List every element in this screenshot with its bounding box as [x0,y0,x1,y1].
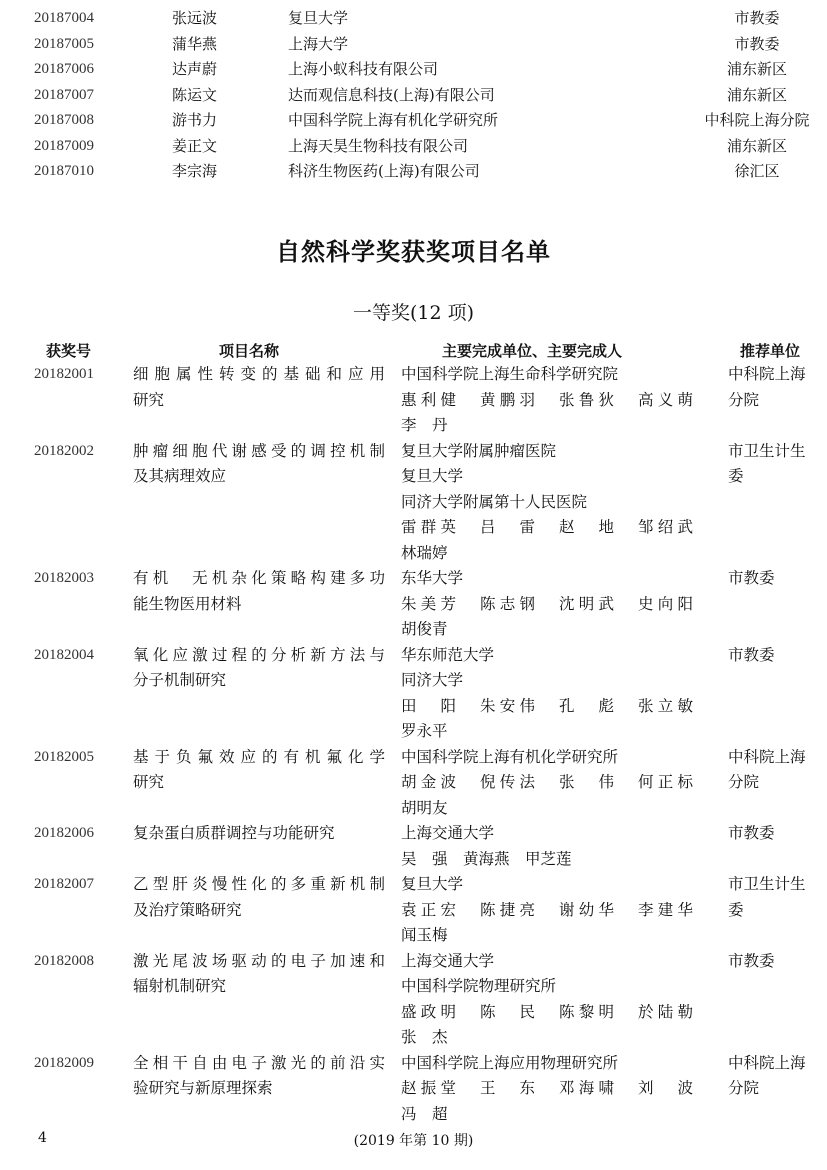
completing-unit [401,643,693,694]
completing-people-line: 田 阳 朱安伟 孔 彪 张立敏 [401,696,693,715]
award-id: 20187010 [34,163,94,179]
completing-people-line: 胡明友 [401,798,448,817]
recommender-line: 市教委 [728,645,775,664]
recommender [728,439,827,490]
award-id: 20182005 [34,748,94,765]
completing-people-line: 盛政明 陈 民 陈黎明 於陆勒 [401,1002,693,1021]
project-title [133,745,385,796]
completing-unit-line: 东华大学 [401,569,464,587]
completing-people-line: 李 丹 [401,416,448,434]
units-and-people [401,949,693,1051]
recommender: 浦东新区 [726,85,787,104]
completing-people-line: 袁正宏 陈捷亮 谢幼华 李建华 [401,900,693,919]
award-id: 20187004 [34,10,94,26]
completing-unit-line: 复旦大学附属肿瘤医院 [401,441,557,460]
previous-table-row [0,159,827,184]
recommender [728,872,827,923]
project-title-line: 复杂蛋白质群调控与功能研究 [133,824,335,842]
completing-unit [401,439,693,516]
recommender-line: 中科院上海 [728,747,806,766]
completing-unit-line: 复旦大学 [401,875,464,893]
completing-people-line: 雷群英 吕 雷 赵 地 邹绍武 [401,518,693,536]
completing-unit [401,872,693,898]
award-id: 20182002 [34,442,94,459]
project-title [133,821,385,847]
recommender: 浦东新区 [726,60,787,78]
completing-people [401,388,693,439]
recommender: 中科院上海分院 [704,111,810,129]
completing-people-line: 罗永平 [401,722,448,740]
completing-people-line: 惠利健 黄鹏羽 张鲁狄 高义萌 [401,390,693,409]
project-title [133,872,385,923]
completing-unit-line: 华东师范大学 [401,645,495,664]
recommender [728,949,827,975]
awardee-unit: 中国科学院上海有机化学研究所 [288,111,499,129]
recommender: 徐汇区 [734,162,780,180]
award-id: 20182009 [34,1054,94,1071]
completing-people [401,515,693,566]
project-title-line: 及治疗策略研究 [133,900,242,919]
awardee-unit: 上海大学 [288,34,349,53]
award-id: 20187006 [34,61,94,77]
award-id: 20182001 [34,366,94,382]
issue-label: (2019 年第 10 期) [353,1133,474,1149]
completing-people-line: 吴 强 黄海燕 甲芝莲 [401,849,572,868]
award-id: 20187009 [34,137,94,154]
recommender-line: 市教委 [728,569,775,587]
awardee-unit: 科济生物医药(上海)有限公司 [288,162,480,180]
units-and-people [401,872,693,949]
recommender-line: 分院 [728,390,760,409]
units-and-people [401,439,693,567]
units-and-people [401,1051,693,1128]
awardee-name: 姜正文 [172,136,218,155]
award-id: 20187007 [34,86,94,103]
award-id: 20182006 [34,825,94,841]
section-subtitle: 一等奖(12 项) [352,302,475,324]
header-award-id: 获奖号 [46,342,92,360]
previous-table-row [0,83,827,108]
project-title-line: 能生物医用材料 [133,594,242,613]
awardee-name: 游书力 [172,111,218,129]
recommender [728,566,827,592]
recommender-line: 中科院上海 [728,365,806,383]
previous-table-row [0,134,827,159]
awardee-name: 达声蔚 [172,60,218,78]
units-and-people [401,745,693,822]
awardee-unit: 达而观信息科技(上海)有限公司 [288,85,495,104]
recommender-line: 市卫生计生 [728,875,806,893]
project-title-line: 研究 [133,390,165,409]
completing-people [401,898,693,949]
project-title-line: 分子机制研究 [133,671,227,689]
recommender [728,821,827,847]
project-title [133,1051,385,1102]
completing-unit-line: 中国科学院物理研究所 [401,977,557,995]
previous-table-row [0,32,827,57]
completing-people [401,847,693,873]
recommender-line: 分院 [728,773,760,791]
recommender-line: 市教委 [728,951,775,970]
completing-unit-line: 中国科学院上海应用物理研究所 [401,1053,619,1072]
recommender: 市教委 [734,34,780,53]
recommender [728,362,827,413]
units-and-people [401,821,693,872]
completing-people-line: 胡俊青 [401,620,448,638]
completing-unit [401,566,693,592]
units-and-people [401,643,693,745]
header-units-people: 主要完成单位、主要完成人 [442,342,623,360]
completing-unit-line: 上海交通大学 [401,951,495,970]
award-id: 20187008 [34,112,94,128]
recommender-line: 委 [728,467,744,485]
completing-unit [401,821,693,847]
project-title-line: 辐射机制研究 [133,977,227,995]
project-title-line: 氧化应激过程的分析新方法与 [133,645,385,664]
recommender-line: 分院 [728,1079,760,1097]
recommender [728,745,827,796]
recommender [728,1051,827,1102]
header-recommender: 推荐单位 [740,342,801,360]
awardee-name: 蒲华燕 [172,34,218,53]
completing-unit [401,745,693,771]
project-title-line: 及其病理效应 [133,467,227,485]
completing-unit [401,949,693,1000]
award-id: 20187005 [34,35,94,52]
units-and-people [401,362,693,439]
award-id: 20182008 [34,952,94,969]
recommender: 市教委 [734,9,780,27]
completing-people-line: 朱美芳 陈志钢 沈明武 史向阳 [401,594,693,613]
project-title-line: 有机 无机杂化策略构建多功 [133,569,385,587]
completing-unit-line: 中国科学院上海有机化学研究所 [401,747,619,766]
completing-people-line: 林瑞婷 [401,543,448,562]
project-title-line: 验研究与新原理探索 [133,1079,273,1097]
recommender-line: 市卫生计生 [728,441,806,460]
project-title [133,643,385,694]
previous-table-row [0,108,827,133]
project-title [133,949,385,1000]
section-title: 自然科学奖获奖项目名单 [276,237,551,266]
recommender: 浦东新区 [726,136,787,155]
recommender-line: 中科院上海 [728,1053,806,1072]
project-title-line: 激光尾波场驱动的电子加速和 [133,951,385,970]
recommender-line: 委 [728,900,744,919]
completing-unit-line: 同济大学 [401,671,464,689]
completing-unit-line: 复旦大学 [401,467,464,485]
recommender-line: 市教委 [728,824,775,842]
project-title-line: 乙型肝炎慢性化的多重新机制 [133,875,385,893]
project-title [133,439,385,490]
units-and-people [401,566,693,643]
project-title-line: 细胞属性转变的基础和应用 [133,365,385,383]
awardee-name: 张远波 [172,9,218,27]
completing-unit-line: 中国科学院上海生命科学研究院 [401,365,619,383]
completing-people-line: 闻玉梅 [401,926,448,944]
award-id: 20182003 [34,570,94,586]
awardee-name: 陈运文 [172,85,218,104]
previous-table-row [0,57,827,82]
completing-people [401,1000,693,1051]
awardee-name: 李宗海 [172,162,218,180]
project-title-line: 全相干自由电子激光的前沿实 [133,1053,385,1072]
project-title-line: 基于负氟效应的有机氟化学 [133,747,385,766]
completing-people [401,592,693,643]
completing-unit [401,1051,693,1077]
completing-people [401,770,693,821]
award-id: 20182007 [34,876,94,892]
completing-people [401,694,693,745]
completing-unit-line: 上海交通大学 [401,824,495,842]
page-number: 4 [38,1130,47,1146]
completing-people-line: 冯 超 [401,1104,448,1123]
completing-unit-line: 同济大学附属第十人民医院 [401,492,588,511]
completing-people [401,1076,693,1127]
awardee-unit: 复旦大学 [288,9,349,27]
awardee-unit: 上海天昊生物科技有限公司 [288,136,469,155]
completing-people-line: 张 杰 [401,1028,448,1046]
completing-unit [401,362,693,388]
completing-people-line: 胡金波 倪传法 张 伟 何正标 [401,773,693,791]
header-project-title: 项目名称 [219,342,280,360]
project-title-line: 肿瘤细胞代谢感受的调控机制 [133,441,385,460]
completing-people-line: 赵振堂 王 东 邓海啸 刘 波 [401,1079,693,1097]
project-title [133,566,385,617]
project-title [133,362,385,413]
recommender [728,643,827,669]
award-id: 20182004 [34,646,94,663]
project-title-line: 研究 [133,773,165,791]
previous-table-row [0,6,827,31]
awardee-unit: 上海小蚁科技有限公司 [288,60,439,78]
